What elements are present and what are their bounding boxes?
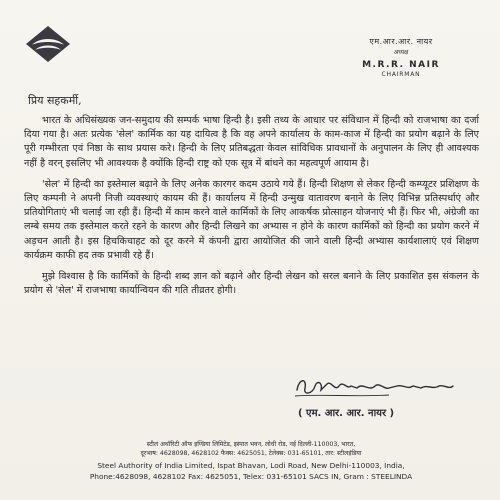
paragraph-3: मुझे विश्वास है कि कार्मिकों के हिन्दी शब्द ज्ञान को बढ़ाने और हिन्दी लेखन को सरल बनाने के लिए प्रकाशित इस संकलन के प्रयोग से 'सेल' में राजभाषा कार्यान्वियन की गति तीव्रतर होगी। <box>24 271 479 297</box>
footer-english-address: Steel Authority of India Limited, Ispat Bhavan, Lodi Road, New Delhi-110003, India, <box>97 461 405 470</box>
salutation: प्रिय सहकर्मी, <box>28 94 82 107</box>
footer-hindi-address: स्टील अथॉरिटी ऑफ इण्डिया लिमिटेड, इस्पात भवन, लोधी रोड, नई दिल्ली-110003, भारत, <box>146 441 356 448</box>
chairman-header <box>326 36 476 78</box>
english-title: CHAIRMAN <box>381 71 421 78</box>
sail-logo-icon <box>24 24 72 64</box>
handwritten-signature <box>293 372 458 402</box>
footer-english-contact: Phone:4628098, 4628102 Fax: 4625051, Telex: 031-65101 SACS IN, Gram : STEELINDA <box>89 472 413 481</box>
paragraph-2: 'सेल' में हिन्दी का इस्तेमाल बढ़ाने के लिए अनेक कारगर कदम उठाये गये हैं। हिन्दी शिक्षण से लेकर हिन्दी कम्प्यूटर प्रशिक्षण के लिए कम्पनी ने अपनी निजी व्यवस्थाएं कायम की हैं। कार्यालय में हिन्दी उन्मुख वातावरण बनाने के लिए विभिन्न प्रतिस्पर्धाएं और प्रतियोगिताएं भी चलाई जा रही हैं। हिन्दी में काम करने वाले कार्मिकों के लिए आकर्षक प्रोत्साहन योजनाएं भी हैं। फिर भी, अंग्रेजी का लम्बे समय तक इस्तेमाल करते रहने के कारण और हिन्दी लिखने का अभ्यास न होने के कारण कार्मिकों को हिन्दी का प्रयोग करने में अड़चन आती है। इस हिचकिचाहट को दूर करने में कंपनी द्वारा आयोजित की जाने वाली हिन्दी अभ्यास कार्यशालाएं एवं शिक्षण कार्यक्रम काफी हद तक प्रभावी रहे हैं। <box>24 178 479 261</box>
letter-body <box>24 114 479 305</box>
signatory-name: ( एम. आर. आर. नायर ) <box>298 408 395 419</box>
hindi-title: अध्यक्ष <box>393 49 409 56</box>
letterhead-footer <box>20 440 482 482</box>
english-name: M.R.R. NAIR <box>362 60 440 70</box>
paragraph-1: भारत के अधिसंख्यक जन-समुदाय की सम्पर्क भाषा हिन्दी है। इसी तथ्य के आधार पर संविधान में हिन्दी को राजभाषा का दर्जा दिया गया है। अतः प्रत्येक 'सेल' कार्मिक का यह दायित्व है कि वह अपने कार्यालय के काम-काज में हिन्दी का प्रयोग बढ़ाने के लिए पूरी गम्भीरता एवं निष्ठा के साथ प्रयास करे। हिन्दी के लिए प्रतिबद्धता केवल सांविधिक प्रावधानों के अनुपालन के लिए ही आवश्यक नहीं है वरन् इसलिए भी आवश्यक है क्योंकि हिन्दी राष्ट्र को एक सूत्र में बांधने का महत्वपूर्ण आयाम है। <box>24 115 479 169</box>
hindi-name: एम.आर.आर. नायर <box>369 37 433 46</box>
footer-hindi-contact: दूरभाष: 4628098, 4628102 फैक्स: 4625051, टेलेक्स: 031-65101, तार: स्टीलइंडिया <box>140 450 362 457</box>
